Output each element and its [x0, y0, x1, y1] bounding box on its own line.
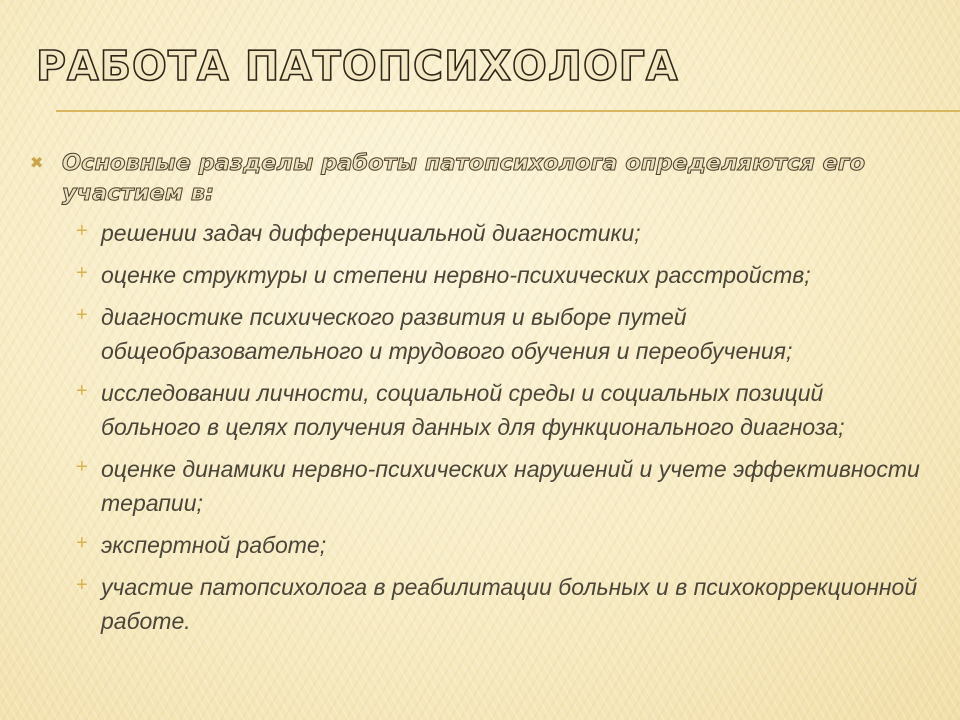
plus-bullet-icon: +: [76, 220, 88, 242]
list-item-text: участие патопсихолога в реабилитации больных и в психокоррекционной работе.: [101, 574, 918, 634]
sub-bullet-list: [28, 216, 928, 638]
list-item: [28, 570, 921, 638]
list-item: [28, 300, 921, 368]
list-item-text: исследовании личности, социальной среды и социальных позиций больного в целях получения данных для функционального диагноза;: [101, 380, 845, 440]
plus-bullet-icon: +: [76, 380, 88, 402]
list-item-text: экспертной работе;: [101, 532, 327, 558]
main-bullet-item: [28, 148, 928, 208]
slide-content: [28, 148, 928, 646]
list-item: [28, 528, 921, 562]
main-point-text: Основные разделы работы патопсихолога определяются его участием в:: [62, 150, 866, 206]
list-item: [28, 258, 921, 292]
list-item: [28, 376, 921, 444]
plus-bullet-icon: +: [76, 262, 88, 284]
list-item-text: решении задач дифференциальной диагностики;: [101, 220, 641, 246]
title-divider: [56, 110, 960, 112]
list-item: [28, 216, 921, 250]
slide-title: РАБОТА ПАТОПСИХОЛОГА: [36, 42, 679, 90]
cross-bullet-icon: ✖: [30, 153, 44, 172]
plus-bullet-icon: +: [76, 456, 88, 478]
list-item: [28, 452, 921, 520]
plus-bullet-icon: +: [76, 574, 88, 596]
plus-bullet-icon: +: [76, 304, 88, 326]
list-item-text: диагностике психического развития и выборе путей общеобразовательного и трудового обучения и переобучения;: [101, 304, 793, 364]
list-item-text: оценке динамики нервно-психических нарушений и учете эффективности терапии;: [101, 456, 920, 516]
plus-bullet-icon: +: [76, 532, 88, 554]
list-item-text: оценке структуры и степени нервно-психических расстройств;: [101, 262, 811, 288]
